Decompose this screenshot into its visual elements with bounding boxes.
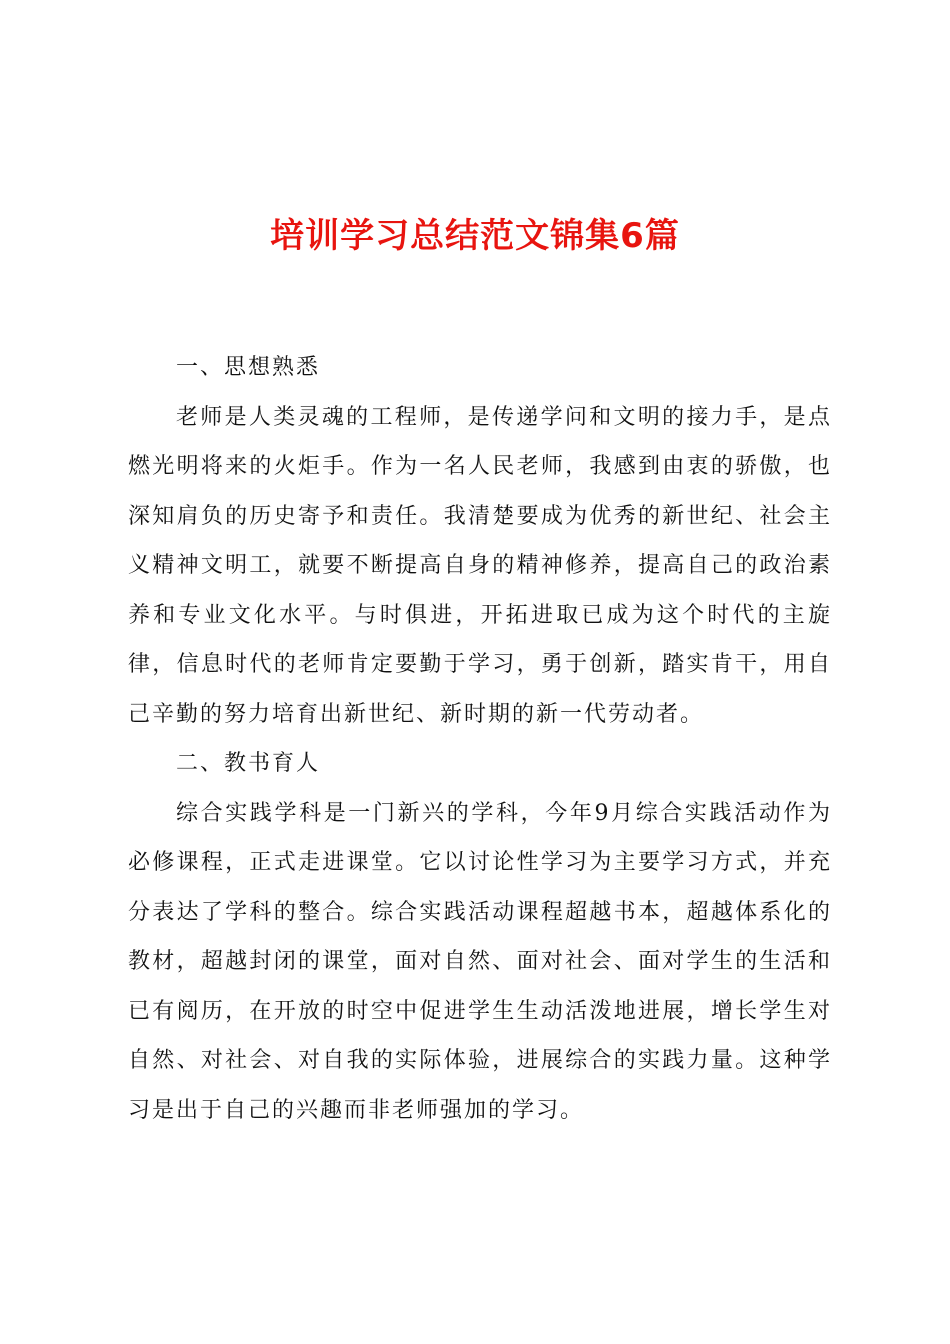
- document-title: 培训学习总结范文锦集6篇: [270, 216, 680, 256]
- paragraph-2: 综合实践学科是一门新兴的学科，今年9月综合实践活动作为必修课程，正式走进课堂。它以讨论性学习为主要学习方式，并充分表达了学科的整合。综合实践活动课程超越书本，超越体系化的教材，超越封闭的课堂，面对自然、面对社会、面对学生的生活和已有阅历，在开放的时空中促进学生生动活泼地进展，增长学生对自然、对社会、对自我的实际体验，进展综合的实践力量。这种学习是出于自己的兴趣而非老师强加的学习。: [128, 800, 832, 1123]
- paragraph-1: 老师是人类灵魂的工程师，是传递学问和文明的接力手，是点燃光明将来的火炬手。作为一名人民老师，我感到由衷的骄傲，也深知肩负的历史寄予和责任。我清楚要成为优秀的新世纪、社会主义精神文明工，就要不断提高自身的精神修养，提高自己的政治素养和专业文化水平。与时俱进，开拓进取已成为这个时代的主旋律，信息时代的老师肯定要勤于学习，勇于创新，踏实肯干，用自己辛勤的努力培育出新世纪、新时期的新一代劳动者。: [128, 404, 832, 727]
- section-heading-1: 一、思想熟悉: [176, 355, 321, 380]
- section-heading-2: 二、教书育人: [176, 751, 321, 776]
- document-body: [128, 343, 832, 1135]
